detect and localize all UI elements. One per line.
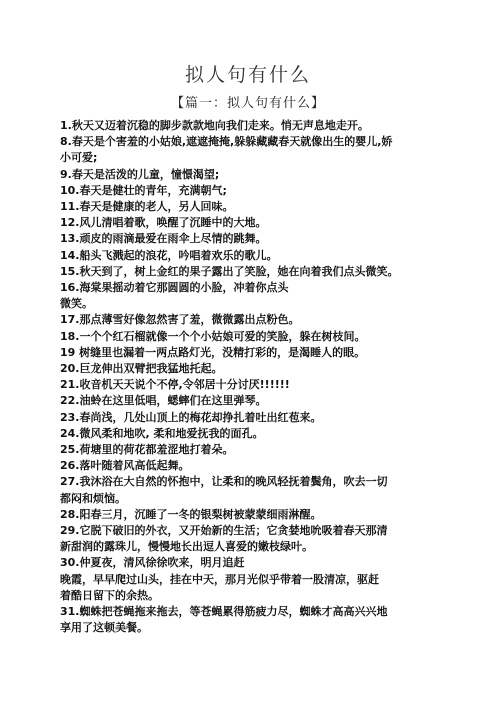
text-line: 18.一个个红石榴就像一个个小姑娘可爱的笑脸，躲在树枝间。 — [60, 329, 366, 343]
text-line: 22.油蛉在这里低唱，蟋蟀们在这里弹琴。 — [60, 394, 267, 408]
text-line: 11.春天是健康的老人，另人回味。 — [60, 200, 234, 214]
text-line: 9.春天是活泼的儿童，憧憬渴望; — [60, 167, 220, 181]
text-line: 13.顽皮的雨滴最爱在雨伞上尽情的跳舞。 — [60, 232, 267, 246]
text-line: 8.春天是个害羞的小姑娘,遮遮掩掩,躲躲藏藏春天就像出生的婴儿,娇 — [60, 135, 393, 149]
text-line: 31.蜘蛛把苍蝇拖来拖去，等苍蝇累得筋疲力尽，蜘蛛才高高兴兴地 — [60, 605, 388, 619]
text-line: 微笑。 — [60, 297, 93, 311]
document-body — [60, 118, 440, 637]
text-line: 16.海棠果摇动着它那圆圆的小脸，冲着你点头 — [60, 281, 289, 295]
text-line: 10.春天是健壮的青年，充满朝气; — [60, 183, 227, 197]
page-title: 拟人句有什么 — [184, 64, 311, 86]
text-line: 30.仲夏夜，清风徐徐吹来，明月追赶 — [60, 556, 245, 570]
text-line: 都闷和烦恼。 — [60, 491, 126, 505]
text-line: 19 树缝里也漏着一两点路灯光，没精打彩的，是渴睡人的眼。 — [60, 345, 366, 359]
text-line: 17.那点薄雪好像忽然害了羞，微微露出点粉色。 — [60, 313, 300, 327]
section-heading: 【篇一：拟人句有什么】 — [170, 96, 325, 111]
text-line: 1.秋天又迈着沉稳的脚步款款地向我们走来。悄无声息地走开。 — [60, 119, 369, 132]
text-line: 新甜润的露珠儿，慢慢地长出逗人喜爱的嫩枝绿叶。 — [60, 540, 313, 554]
text-line: 15.秋天到了，树上金红的果子露出了笑脸，她在向着我们点头微笑。 — [60, 264, 399, 278]
text-line: 23.春尚浅，几处山顶上的梅花却挣扎着吐出红苞来。 — [60, 410, 322, 424]
text-line: 晚霞，早早爬过山头，挂在中天，那月光似乎带着一股清凉，驱赶 — [60, 572, 379, 586]
text-line: 14.船头飞溅起的浪花，吟唱着欢乐的歌儿。 — [60, 248, 278, 262]
text-line: 25.荷塘里的荷花都羞涩地打着朵。 — [60, 443, 234, 457]
text-line: 24.微风柔和地吹, 柔和地爱抚我的面孔。 — [60, 426, 264, 440]
text-line: 26.落叶随着风高低起舞。 — [60, 459, 190, 473]
text-line: 27.我沐浴在大自然的怀抱中，让柔和的晚风轻抚着鬓角，吹去一切 — [60, 475, 388, 489]
text-line: 28.阳春三月，沉睡了一冬的银梨树被蒙蒙细雨淋醒。 — [60, 507, 322, 521]
text-line: 21.收音机天天说个不停,令邻居十分讨厌!!!!!! — [60, 378, 290, 392]
text-line: 小可爱; — [60, 151, 98, 165]
text-line: 29.它脱下破旧的外衣，又开始新的生活；它贪婪地吮吸着春天那清 — [60, 524, 388, 538]
text-line: 12.风儿清唱着歌，唤醒了沉睡中的大地。 — [60, 216, 267, 230]
text-line: 享用了这顿美餐。 — [60, 621, 148, 635]
text-line: 20.巨龙伸出双臂把我猛地托起。 — [60, 362, 223, 376]
text-line: 着酷日留下的余热。 — [60, 588, 159, 602]
